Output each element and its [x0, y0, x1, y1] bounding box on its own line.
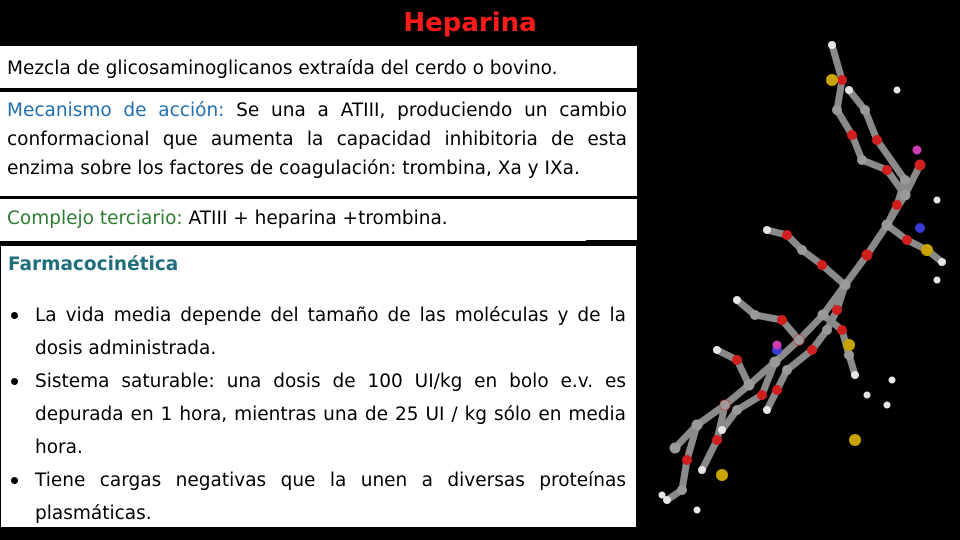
atom: [773, 341, 782, 350]
atom: [902, 235, 912, 245]
atom: [840, 280, 850, 290]
atom: [818, 310, 828, 320]
atom: [894, 87, 901, 94]
atom: [934, 277, 941, 284]
atom: [659, 492, 666, 499]
atom: [828, 41, 836, 49]
atom: [682, 455, 692, 465]
atom: [847, 130, 857, 140]
atom: [782, 365, 792, 375]
atom: [817, 260, 827, 270]
atom: [777, 315, 787, 325]
atom: [882, 165, 892, 175]
atom: [772, 385, 782, 395]
bullet-item: La vida media depende del tamaño de las moléculas y de la dosis administrada.: [8, 299, 626, 365]
atom: [851, 371, 859, 379]
mechanism-label: Mecanismo de acción:: [7, 100, 225, 121]
bond: [702, 440, 717, 470]
atom: [857, 155, 867, 165]
atom: [712, 435, 722, 445]
atom: [692, 420, 702, 430]
bullet-item: Tiene cargas negativas que la unen a diversas proteínas plasmáticas.: [8, 464, 626, 530]
separator-line: [40, 241, 310, 243]
pharmacokinetics-box: [0, 245, 637, 528]
atom: [900, 190, 910, 200]
atom: [670, 443, 681, 454]
atom: [845, 86, 853, 94]
atom: [837, 325, 847, 335]
atom: [733, 296, 741, 304]
atom: [837, 75, 847, 85]
atom: [782, 230, 792, 240]
heparin-molecule-image: [637, 0, 960, 540]
mechanism-box: [0, 92, 637, 196]
molecule-bonds: [667, 45, 942, 500]
atom: [794, 335, 804, 345]
atom: [718, 426, 726, 434]
complex-box: [0, 199, 637, 241]
atom: [732, 405, 742, 415]
atom: [832, 305, 842, 315]
atom: [750, 310, 760, 320]
atom: [849, 434, 861, 446]
atom: [826, 74, 838, 86]
bond: [845, 255, 867, 285]
atom: [716, 469, 728, 481]
atom: [938, 258, 946, 266]
atom: [770, 357, 780, 367]
description-box: [0, 46, 637, 88]
atom: [864, 392, 871, 399]
complex-text: ATIII + heparina +trombina.: [182, 208, 448, 229]
separator-line: [586, 240, 637, 242]
atom: [844, 350, 854, 360]
atom: [807, 345, 817, 355]
bullet-item: Sistema saturable: una dosis de 100 UI/kg en bolo e.v. es depurada en 1 hora, mientras una de 25 UI / kg sólo en media hora.: [8, 365, 626, 464]
atom: [915, 223, 925, 233]
atom: [797, 245, 807, 255]
atom: [757, 390, 767, 400]
atom: [884, 402, 891, 409]
atom: [713, 346, 721, 354]
molecule-atoms: [659, 41, 947, 514]
description-text: Mezcla de glicosaminoglicanos extraída del cerdo o bovino.: [7, 58, 558, 79]
atom: [822, 325, 832, 335]
atom: [732, 355, 742, 365]
atom: [832, 105, 842, 115]
atom: [763, 226, 771, 234]
page-title: Heparina: [403, 8, 537, 38]
atom: [872, 135, 882, 145]
atom: [763, 406, 771, 414]
atom: [921, 244, 933, 256]
atom: [843, 339, 855, 351]
pharmacokinetics-heading: Farmacocinética: [8, 254, 179, 275]
atom: [698, 466, 706, 474]
bullet-list: [1, 279, 636, 530]
atom: [744, 380, 754, 390]
atom: [882, 220, 892, 230]
atom: [892, 200, 902, 210]
atom: [677, 485, 687, 495]
atom: [720, 400, 730, 410]
atom: [913, 146, 922, 155]
complex-label: Complejo terciario:: [7, 208, 183, 229]
atom: [900, 175, 910, 185]
atom: [915, 160, 926, 171]
atom: [934, 197, 941, 204]
atom: [860, 105, 870, 115]
mechanism-text: Se una a ATIII, produciendo un cambio conformacional que aumenta la capacidad inhibitoria de esta enzima sobre los factores de coagulación: trombina, Xa y IXa.: [7, 100, 627, 179]
atom: [889, 377, 896, 384]
atom: [694, 507, 701, 514]
atom: [862, 250, 873, 261]
